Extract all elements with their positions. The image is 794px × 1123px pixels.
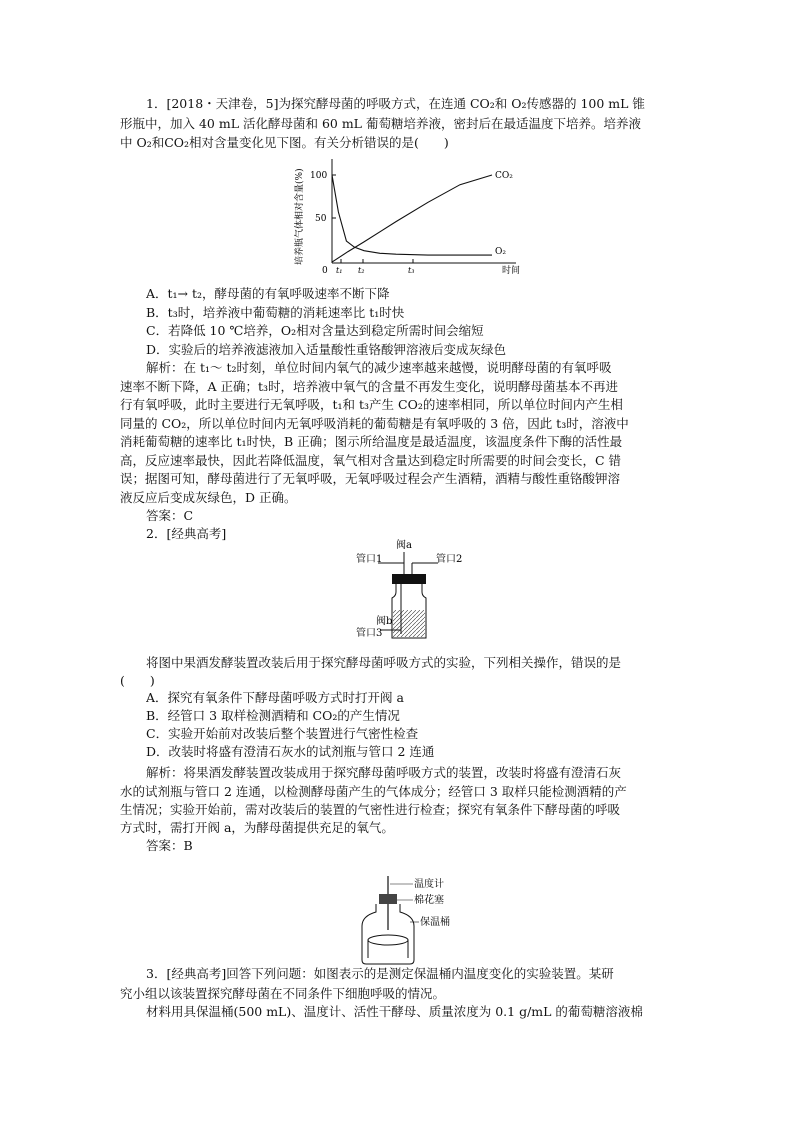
q1-option-c: C．若降低 10 ℃培养，O₂相对含量达到稳定所需时间会缩短 — [146, 323, 484, 338]
thermometer-label: 温度计 — [414, 879, 444, 890]
q1-option-a: A．t₁→ t₂，酵母菌的有氧呼吸速率不断下降 — [146, 286, 390, 301]
q2-option-a: A．探究有氧条件下酵母菌呼吸方式时打开阀 a — [146, 690, 404, 705]
chart-xlabel: 时间 — [502, 266, 521, 276]
culture-liquid — [393, 610, 425, 637]
valve-b-label: 阀b — [376, 616, 393, 627]
chart-xtick-label: t₃ — [408, 266, 415, 275]
q2-analysis-line: 水的试剂瓶与管口 2 连通，以检测酵母菌产生的气体成分；经管口 3 取样只能检测酒精的产 — [120, 784, 627, 799]
bottle-stopper — [392, 574, 426, 584]
co2-series-line — [332, 175, 492, 262]
q3-stem-line: 究小组以该装置探究酵母菌在不同条件下细胞呼吸的情况。 — [120, 986, 446, 1001]
port3-label: 管口3 — [356, 628, 383, 639]
q2-analysis-line: 生情况；实验开始前，需对改装后的装置的气密性进行检查；探究有氧条件下酵母菌的呼吸 — [120, 802, 621, 817]
cotton-plug — [379, 894, 397, 904]
q3-thermos-apparatus — [358, 874, 468, 966]
q2-stem-line: 将图中果酒发酵装置改装后用于探究酵母菌呼吸方式的实验，下列相关操作，错误的是 — [146, 655, 622, 670]
q2-option-c: C．实验开始前对改装后整个装置进行气密性检查 — [146, 726, 419, 741]
chart-xtick-label: t₂ — [358, 266, 365, 275]
q1-stem-line: 1．[2018・天津卷，5]为探究酵母菌的呼吸方式，在连通 CO₂和 O₂传感器的 100 mL 锥 — [146, 96, 645, 111]
q2-answer: 答案：B — [146, 838, 193, 853]
q1-analysis-line: 误；据图可知，酵母菌进行了无氧呼吸，无氧呼吸过程会产生酒精，酒精与酸性重铬酸钾溶 — [120, 471, 621, 486]
q3-materials-line: 材料用具保温桶(500 mL)、温度计、活性干酵母、质量浓度为 0.1 g/mL 的葡萄糖溶液棉 — [146, 1004, 643, 1019]
valve-a-label: 阀a — [396, 540, 412, 551]
q3-stem-line: 3．[经典高考]回答下列问题：如图表示的是测定保温桶内温度变化的实验装置。某研 — [146, 966, 614, 981]
co2-series-label: CO₂ — [495, 171, 513, 181]
q2-fermentation-apparatus — [352, 538, 472, 642]
q1-analysis-line: 行有氧呼吸，此时主要进行无氧呼吸，t₁和 t₃产生 CO₂的速率相同，所以单位时间内产生相 — [120, 397, 623, 412]
q2-option-d: D．改装时将盛有澄清石灰水的试剂瓶与管口 2 连通 — [146, 744, 435, 759]
chart-origin: 0 — [322, 266, 328, 276]
thermos-label: 保温桶 — [420, 917, 450, 928]
q1-analysis-line: 高，反应速率最快，因此若降低温度，氧气相对含量达到稳定时所需要的时间会变长，C 错 — [120, 453, 622, 468]
thermos-liquid — [368, 935, 408, 945]
cotton-plug-label: 棉花塞 — [414, 895, 444, 906]
chart-ytick-label: 50 — [315, 214, 327, 224]
q2-option-b: B．经管口 3 取样检测酒精和 CO₂的产生情况 — [146, 708, 400, 723]
q1-analysis-line: 解析：在 t₁～ t₂时刻，单位时间内氧气的减少速率越来越慢，说明酵母菌的有氧呼吸 — [146, 360, 612, 375]
q1-answer: 答案：C — [146, 508, 194, 523]
port2-label: 管口2 — [436, 554, 463, 565]
q2-stem-line: ( ) — [120, 673, 155, 688]
q1-option-d: D．实验后的培养液滤液加入适量酸性重铬酸钾溶液后变成灰绿色 — [146, 342, 507, 357]
chart-xtick-label: t₁ — [336, 266, 343, 275]
q1-analysis-line: 同量的 CO₂，所以单位时间内无氧呼吸消耗的葡萄糖是有氧呼吸的 3 倍，因此 t₃时，溶液中 — [120, 416, 629, 431]
q2-analysis-line: 方式时，需打开阀 a，为酵母菌提供充足的氧气。 — [120, 820, 394, 835]
q1-analysis-line: 液反应后变成灰绿色，D 正确。 — [120, 490, 297, 505]
q1-chart — [290, 155, 530, 277]
q2-header: 2．[经典高考] — [146, 526, 227, 541]
o2-series-label: O₂ — [495, 247, 506, 257]
o2-series-line — [332, 175, 492, 255]
port1-label: 管口1 — [356, 554, 383, 565]
q2-analysis-line: 解析：将果酒发酵装置改装成用于探究酵母菌呼吸方式的装置，改装时将盛有澄清石灰 — [146, 765, 622, 780]
q1-analysis-line: 速率不断下降，A 正确；t₃时，培养液中氧气的含量不再发生变化，说明酵母菌基本不再进 — [120, 379, 619, 394]
chart-ylabel: 培养瓶气体相对含量(%) — [295, 168, 305, 265]
q1-analysis-line: 消耗葡萄糖的速率比 t₁时快，B 正确；图示所给温度是最适温度，该温度条件下酶的活性最 — [120, 434, 623, 449]
q1-option-b: B．t₃时，培养液中葡萄糖的消耗速率比 t₁时快 — [146, 305, 405, 320]
chart-ytick-label: 100 — [310, 171, 328, 181]
q1-stem-line: 中 O₂和CO₂相对含量变化见下图。有关分析错误的是( ) — [120, 135, 449, 150]
q1-stem-line: 形瓶中，加入 40 mL 活化酵母菌和 60 mL 葡萄糖培养液，密封后在最适温度下培养。培养液 — [120, 116, 641, 131]
